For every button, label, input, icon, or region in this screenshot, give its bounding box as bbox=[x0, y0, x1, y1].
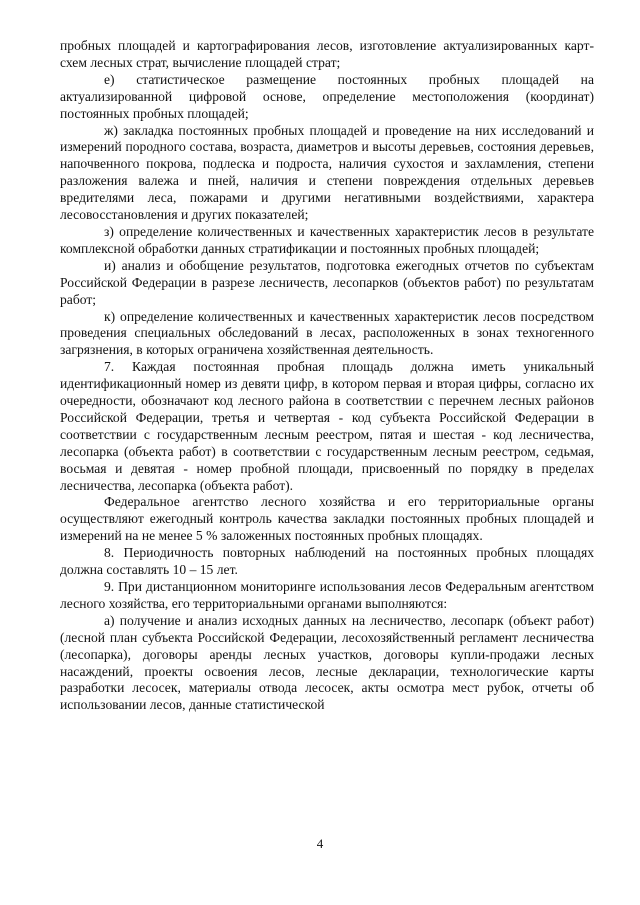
document-page bbox=[60, 38, 594, 714]
paragraph-item-k: к) определение количественных и качественных характеристик лесов посредством проведения специальных обследований в лесах, расположенных в зонах техногенного загрязнения, в которых ограничена хозяйственная деятельность. bbox=[60, 308, 594, 358]
paragraph-item-e: е) статистическое размещение постоянных пробных площадей на актуализированной цифровой основе, определение местоположения (координат) постоянных пробных площадей; bbox=[60, 71, 594, 121]
page-number: 4 bbox=[316, 836, 324, 851]
paragraph-item-zh: ж) закладка постоянных пробных площадей и проведение на них исследований и измерений породного состава, возраста, диаметров и высоты деревьев, состояния деревьев, напочвенного покрова, подлеска и подроста, наличия сухостоя и захламления, степени разложения валежа и пней, наличия и степени повреждения отдельных деревьев вредителями леса, пожарами и другими негативными воздействиями, характера лесовосстановления и других показателей; bbox=[60, 122, 594, 223]
paragraph-clause-8: 8. Периодичность повторных наблюдений на постоянных пробных площадях должна составлять 10 – 15 лет. bbox=[60, 545, 594, 578]
paragraph-control: Федеральное агентство лесного хозяйства и его территориальные органы осуществляют ежегодный контроль качества закладки постоянных пробных площадей и измерений на не менее 5 % заложенных постоянных пробных площадях. bbox=[60, 494, 594, 544]
paragraph-continuation: пробных площадей и картографирования лесов, изготовление актуализированных карт-схем лесных страт, вычисление площадей страт; bbox=[60, 38, 594, 70]
paragraph-clause-9: 9. При дистанционном мониторинге использования лесов Федеральным агентством лесного хозяйства, его территориальными органами выполняются: bbox=[60, 579, 594, 611]
paragraph-clause-7: 7. Каждая постоянная пробная площадь должна иметь уникальный идентификационный номер из девяти цифр, в котором первая и вторая цифры, согласно их очередности, обозначают код лесного района в соответствии с перечнем лесных районов Российской Федерации, третья и четвертая - код субъекта Российской Федерации в соответствии с государственным лесным реестром, пятая и шестая - код лесничества, лесопарка (объекта работ) в соответствии с государственным лесным реестром, седьмая, восьмая и девятая - номер пробной площади, присвоенный по порядку в пределах лесничества, лесопарка (объекта работ). bbox=[60, 359, 594, 493]
paragraph-item-a: а) получение и анализ исходных данных на лесничество, лесопарк (объект работ) (лесной план субъекта Российской Федерации, лесохозяйственный регламент лесничества (лесопарка), договоры аренды лесных участков, договоры купли-продажи лесных насаждений, проекты освоения лесов, лесные декларации, технологические карты разработки лесосек, материалы отвода лесосек, акты осмотра мест рубок, отчеты об использовании лесов, данные статистической bbox=[60, 612, 594, 713]
paragraph-item-z: з) определение количественных и качественных характеристик лесов в результате комплексной обработки данных стратификации и постоянных пробных площадей; bbox=[60, 223, 594, 256]
paragraph-item-i: и) анализ и обобщение результатов, подготовка ежегодных отчетов по субъектам Российской Федерации в разрезе лесничеств, лесопарков (объектов работ) по результатам работ; bbox=[60, 257, 594, 307]
